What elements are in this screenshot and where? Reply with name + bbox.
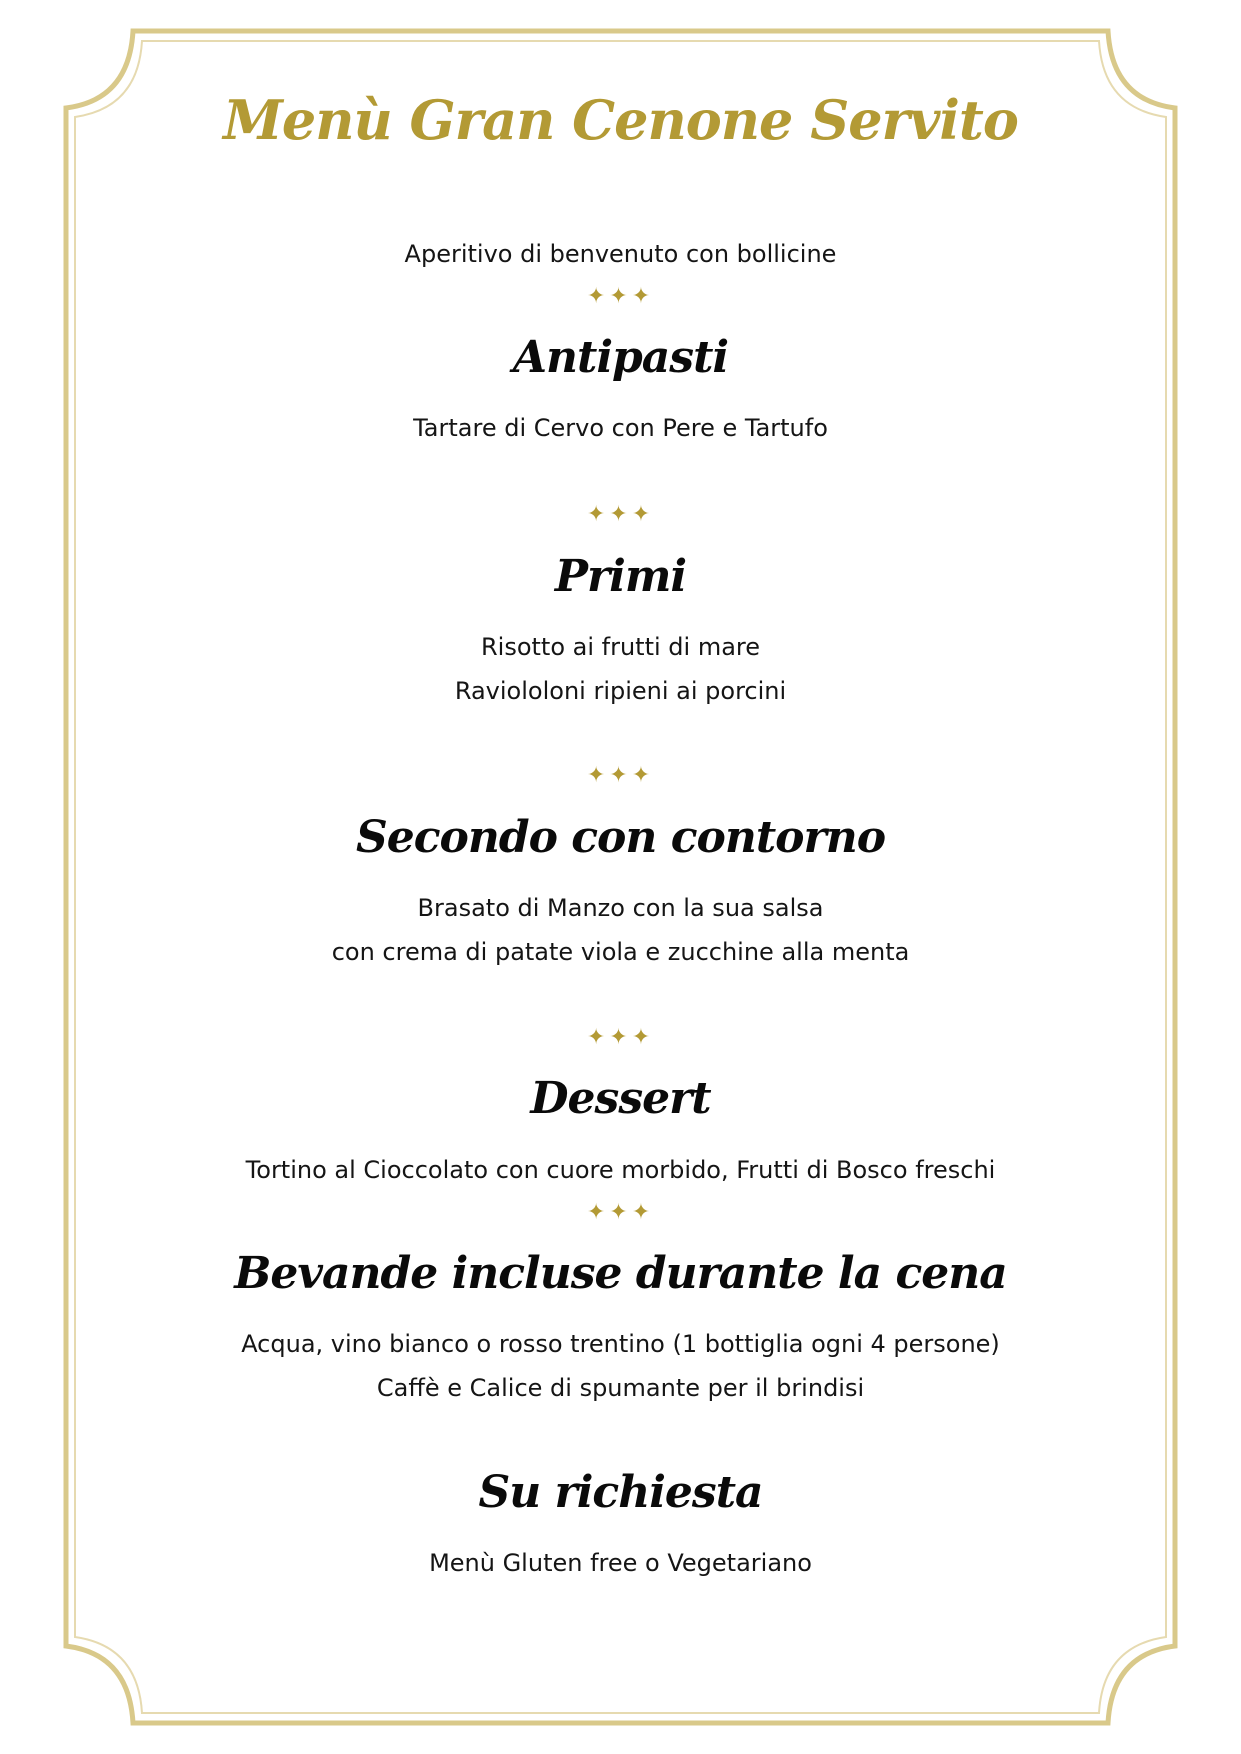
section-heading-secondo: Secondo con contorno [355,812,886,863]
menu-item: Risotto ai frutti di mare [480,633,761,661]
divider-stars: ✦✦✦ [586,284,655,309]
menu-item: Brasato di Manzo con la sua salsa [417,894,824,922]
menu-item: Acqua, vino bianco o rosso trentino (1 bottiglia ogni 4 persone) [241,1330,1000,1358]
divider-stars: ✦✦✦ [586,1200,655,1225]
menu-item: Caffè e Calice di spumante per il brindisi [376,1374,865,1402]
section-heading-primi: Primi [554,551,687,602]
section-heading-bevande: Bevande incluse durante la cena [234,1248,1007,1299]
divider-stars: ✦✦✦ [586,1025,655,1050]
menu-item: con crema di patate viola e zucchine alla menta [331,938,910,966]
page-title: Menù Gran Cenone Servito [223,88,1018,152]
divider-stars: ✦✦✦ [586,763,655,788]
section-heading-su-richiesta: Su richiesta [478,1467,763,1518]
menu-item: Tortino al Cioccolato con cuore morbido, Frutti di Bosco freschi [245,1156,996,1184]
intro-text: Aperitivo di benvenuto con bollicine [404,240,837,268]
divider-stars: ✦✦✦ [586,502,655,527]
menu-item: Tartare di Cervo con Pere e Tartufo [413,414,828,442]
menu-item: Raviololoni ripieni ai porcini [454,677,787,705]
menu-item: Menù Gluten free o Vegetariano [429,1549,812,1577]
section-heading-dessert: Dessert [530,1073,711,1124]
section-heading-antipasti: Antipasti [512,332,729,383]
